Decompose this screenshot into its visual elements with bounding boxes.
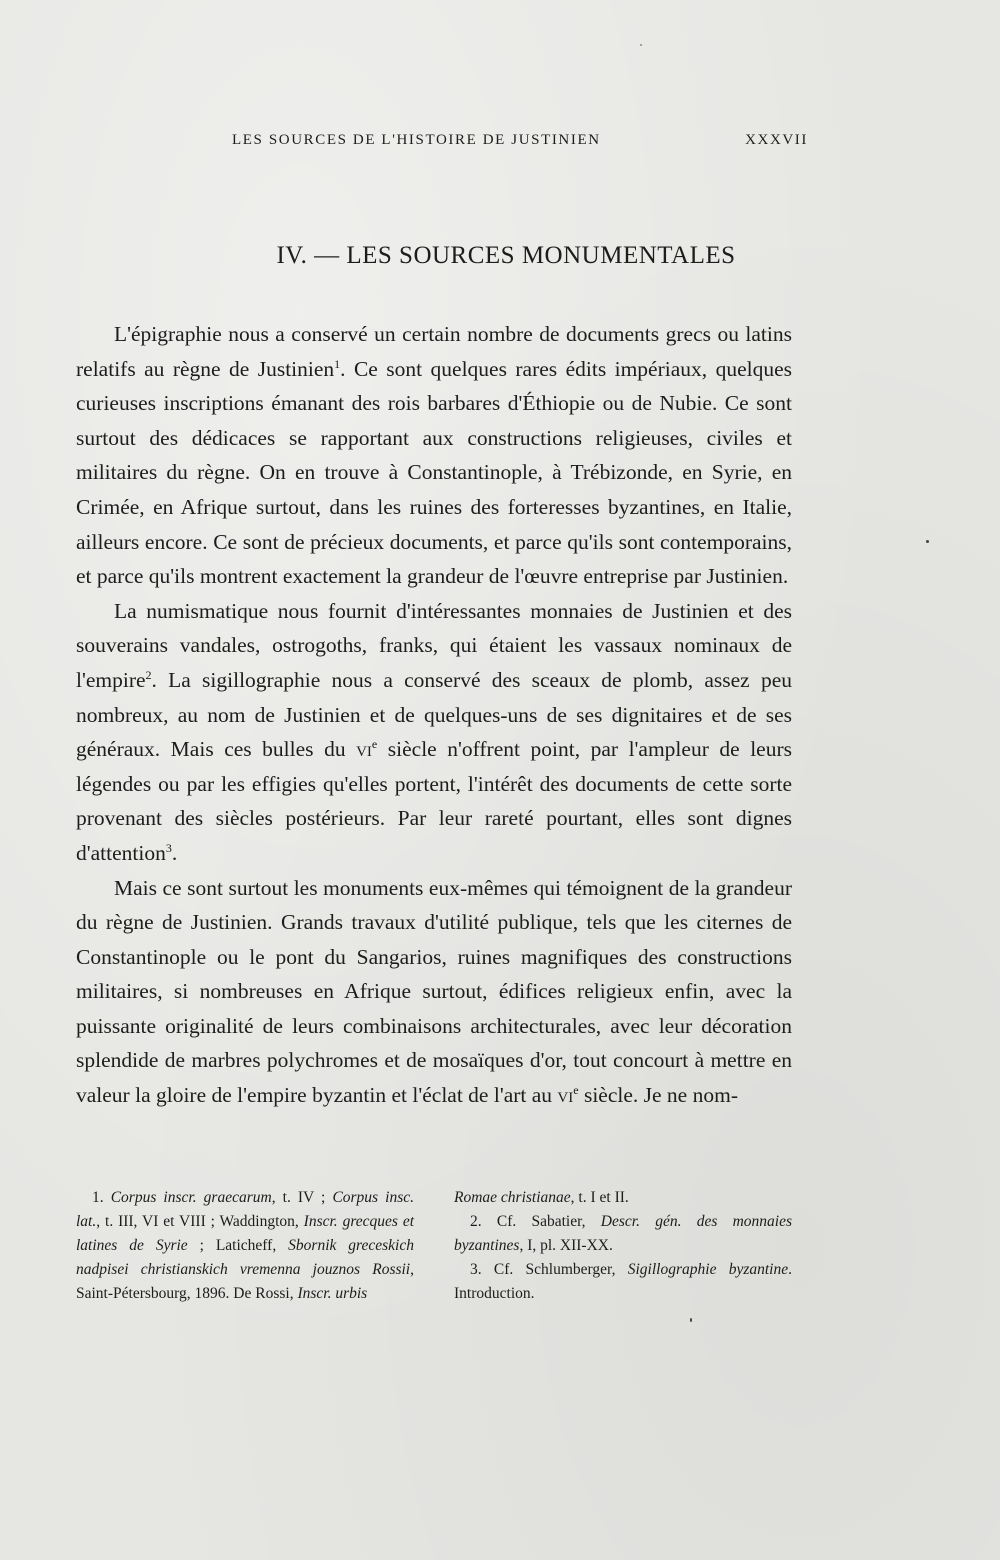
footnote-ref-2[interactable]: 2 [145,667,152,682]
footnote-ref-1[interactable]: 1 [334,356,341,371]
footnote-ref-3[interactable]: 3 [165,840,172,855]
footnote-2 [454,1210,792,1258]
footnote-title: Descr. gén. des monnaies byzantines [454,1213,793,1254]
paper-speck [690,1318,692,1322]
running-head-title: LES SOURCES DE L'HISTOIRE DE JUSTINIEN [232,132,601,148]
paragraph-text: . La sigillographie nous a conservé des sceaux de plomb, assez peu nombreux, au nom de Justinien et de quelques-uns de ses dignitaires et de ses généraux. Mais ces bulles du [76,667,792,762]
section-title: IV. — LES SOURCES MONUMENTALES [276,242,736,269]
century-numeral: vi [557,1083,574,1108]
footnote-text: , t. IV ; [271,1189,333,1206]
footnote-text: Cf. Sabatier, [496,1213,601,1230]
footnote-text: ; Laticheff, [187,1237,289,1254]
footnote-1-continued [454,1186,792,1210]
page-number: XXXVII [745,132,808,148]
footnote-title: Romae christianae [454,1189,571,1206]
footnote-title: Corpus inscr. graecarum [110,1189,272,1206]
footnote-number: 3. [470,1261,494,1278]
footnote-title: Inscr. urbis [297,1285,368,1302]
footnote-text: . Introduction. [454,1261,792,1302]
paragraph-text: . Ce sont quelques rares édits impériaux, quelques curieuses inscriptions émanant des rois barbares d'Éthiopie ou de Nubie. Ce sont surtout des dédicaces se rapportant aux constructions religieuses, civiles et militaires du règne. On en trouve à Constantinople, à Trébizonde, en Syrie, en Crimée, en Afrique surtout, dans les ruines des forteresses byzantines, en Italie, ailleurs encore. Ce sont de précieux documents, et parce qu'ils sont contemporains, et parce qu'ils montrent exactement la grandeur de l'œuvre entreprise par Justinien. [76,356,792,589]
footnote-3 [454,1258,792,1306]
footnote-text: , Saint-Pétersbourg, 1896. De Rossi, [76,1261,414,1302]
paragraph-epigraphy [76,317,792,594]
paragraph-text: La numismatique nous fournit d'intéressantes monnaies de Justinien et des souverains vandales, ostrogoths, franks, qui étaient les vassaux nominaux de l'empire [76,598,792,692]
footnotes-right-column [454,1186,792,1306]
paragraph-text: . [171,840,178,865]
footnote-title: Corpus insc. lat. [76,1189,415,1230]
footnote-text: Cf. Schlumberger, [493,1261,628,1278]
paragraph-numismatics [76,594,792,871]
footnote-title: Sbornik greceskich nadpisei christianskich vremenna jouznos Rossii [76,1237,414,1278]
footnote-title: Sigillographie byzantine [627,1261,789,1278]
footnote-number: 2. [470,1213,497,1230]
paper-speck [926,540,929,543]
paragraph-text: siècle n'offrent point, par l'ampleur de leurs légendes ou par les effigies qu'elles portent, l'intérêt des documents de cette sorte provenant des siècles postérieurs. Par leur rareté pourtant, elles sont dignes d'attention [76,737,792,865]
footnote-1 [76,1186,414,1306]
footnotes-left-column [76,1186,414,1306]
paragraph-text: Mais ce sont surtout les monuments eux-mêmes qui témoignent de la grandeur du règne de Justinien. Grands travaux d'utilité publique, tels que les citernes de Constantinople ou le pont du Sangarios, ruines magnifiques des constructions militaires, si nombreuses en Afrique surtout, édifices religieux enfin, avec la puissante originalité de leurs combinaisons architecturales, avec leur décoration splendide de marbres polychromes et de mosaïques d'or, tout concourt à mettre en valeur la gloire de l'empire byzantin et l'éclat de l'art au [76,875,792,1108]
body-text [76,317,792,1113]
footnote-text: , I, pl. XII-XX. [519,1237,613,1254]
footnote-text: , t. III, VI et VIII ; Waddington, [96,1213,304,1230]
century-suffix: e [573,1082,579,1097]
paper-speck [640,44,642,46]
century-suffix: e [371,736,378,751]
footnote-text: , t. I et II. [570,1189,629,1206]
paragraph-text: L'épigraphie nous a conservé un certain nombre de documents grecs ou latins relatifs au règne de Justinien [76,322,792,381]
paragraph-monuments [76,871,792,1113]
paragraph-text: siècle. Je ne nom- [578,1083,738,1108]
footnote-number: 1. [92,1189,111,1206]
footnote-title: Inscr. grecques et latines de Syrie [76,1213,415,1254]
century-numeral: vi [356,737,372,762]
